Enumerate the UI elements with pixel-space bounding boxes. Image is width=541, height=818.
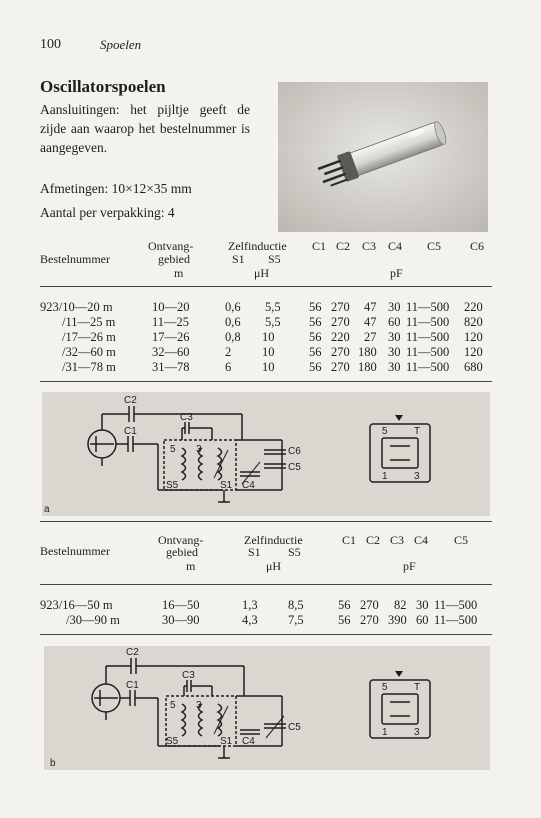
label-c6: C6	[288, 446, 301, 457]
t1-cell-order: /31—78 m	[62, 360, 116, 374]
t1-cell-c1: 56	[309, 330, 322, 344]
t1-cell-c4: 30	[388, 300, 401, 314]
t1-cell-band: 11—25	[152, 315, 190, 329]
t1-header-s5: S5	[268, 252, 281, 266]
page-number: 100	[40, 37, 61, 52]
t2-cell-c1: 56	[338, 613, 351, 627]
section-title: Oscillatorspoelen	[40, 77, 166, 96]
pin-label-5: 5	[382, 426, 388, 437]
schematic-b	[44, 646, 490, 770]
t1-cell-s5: 10	[262, 345, 275, 359]
t1-header-c6: C6	[470, 239, 485, 253]
t1-header-order: Bestelnummer	[40, 252, 110, 266]
t1-cell-c6: 120	[464, 345, 483, 359]
t1-cell-c1: 56	[309, 315, 322, 329]
label-c4: C4	[242, 736, 255, 747]
t1-cell-c2: 270	[331, 360, 350, 374]
t2-top-rule	[40, 521, 492, 522]
t1-cell-order: /11—25 m	[62, 315, 116, 329]
t2-header-order: Bestelnummer	[40, 544, 110, 558]
pin-label-5: 5	[382, 682, 388, 693]
t1-cell-c5: 11—500	[406, 300, 450, 314]
t1-cell-c1: 56	[309, 300, 322, 314]
t1-cell-c4: 60	[388, 315, 401, 329]
t1-header-unit-uh: μH	[254, 266, 270, 280]
pin-label-1: 1	[382, 727, 388, 738]
t1-cell-c4: 30	[388, 345, 401, 359]
t2-header-unit-pf: pF	[403, 559, 416, 573]
t1-cell-s1: 6	[225, 360, 232, 374]
orientation-arrow-icon	[395, 415, 403, 421]
t2-header-unit-m: m	[186, 559, 196, 573]
t1-header-unit-m: m	[174, 266, 184, 280]
pin-label-1: 1	[382, 471, 388, 482]
t1-header-c3: C3	[362, 239, 377, 253]
t1-cell-s1: 0,6	[225, 315, 241, 329]
t1-cell-s1: 2	[225, 345, 232, 359]
t1-cell-c4: 30	[388, 330, 401, 344]
t2-cell-band: 16—50	[162, 598, 200, 612]
t1-header-c4: C4	[388, 239, 403, 253]
t2-header-unit-uh: μH	[266, 559, 282, 573]
t2-cell-s1: 1,3	[242, 598, 258, 612]
t2-cell-s1: 4,3	[242, 613, 258, 627]
intro-text: Aansluitingen: het pijltje geeft de zijde aan waarop het bestelnummer is aangegeven.	[40, 102, 250, 155]
t1-cell-c3: 47	[364, 300, 377, 314]
t2-cell-s5: 8,5	[288, 598, 304, 612]
t1-cell-c6: 820	[464, 315, 483, 329]
t2-header-band-1: Ontvang-	[158, 533, 204, 547]
figure-marker-b: b	[50, 758, 56, 769]
label-pin-5: 5	[170, 444, 176, 455]
coil-photo	[278, 82, 488, 232]
t1-cell-c2: 270	[331, 345, 350, 359]
t2-cell-band: 30—90	[162, 613, 200, 627]
t2-cell-c4: 30	[416, 598, 429, 612]
t1-cell-c2: 270	[331, 300, 350, 314]
t2-header-c3: C3	[390, 533, 405, 547]
t2-header-inductance: Zelfinductie	[244, 533, 303, 547]
schematic-a	[42, 392, 490, 516]
dimensions-text: Afmetingen: 10×12×35 mm	[40, 181, 192, 196]
t2-cell-s5: 7,5	[288, 613, 304, 627]
t1-cell-c5: 11—500	[406, 330, 450, 344]
t1-bottom-rule	[40, 381, 492, 382]
label-s5: S5	[166, 480, 179, 491]
label-c2: C2	[126, 647, 139, 658]
t1-cell-band: 32—60	[152, 345, 190, 359]
t1-header-c2: C2	[336, 239, 351, 253]
t2-cell-c3: 82	[394, 598, 407, 612]
pin-label-3: 3	[414, 471, 420, 482]
t1-header-c1: C1	[312, 239, 327, 253]
label-c5: C5	[288, 722, 301, 733]
t2-cell-c1: 56	[338, 598, 351, 612]
t1-cell-band: 10—20	[152, 300, 190, 314]
t1-header-band-2: gebied	[158, 252, 190, 266]
label-c1: C1	[126, 680, 139, 691]
t2-header-rule	[40, 584, 492, 585]
t2-bottom-rule	[40, 634, 492, 635]
label-s1: S1	[220, 480, 233, 491]
t1-cell-band: 17—26	[152, 330, 190, 344]
t1-cell-s5: 10	[262, 330, 275, 344]
t1-cell-c3: 180	[358, 360, 377, 374]
pack-quantity-text: Aantal per verpakking: 4	[40, 205, 175, 220]
label-s1: S1	[220, 736, 233, 747]
t1-cell-s5: 5,5	[265, 300, 281, 314]
t2-cell-c2: 270	[360, 613, 379, 627]
pin-label-t: T	[414, 426, 421, 437]
t1-cell-band: 31—78	[152, 360, 190, 374]
t1-header-rule	[40, 286, 492, 287]
t1-cell-c5: 11—500	[406, 360, 450, 374]
label-c4: C4	[242, 480, 255, 491]
intro-paragraph	[40, 100, 250, 157]
t2-header-c2: C2	[366, 533, 381, 547]
pin-label-t: T	[414, 682, 421, 693]
orientation-arrow-icon	[395, 671, 403, 677]
t1-header-c5: C5	[427, 239, 442, 253]
t1-cell-c6: 120	[464, 330, 483, 344]
pin-label-3: 3	[414, 727, 420, 738]
t1-header-inductance: Zelfinductie	[228, 239, 287, 253]
t1-cell-c1: 56	[309, 345, 322, 359]
t1-cell-c6: 680	[464, 360, 483, 374]
t2-header-c1: C1	[342, 533, 357, 547]
label-pin-3: 3	[196, 700, 202, 711]
t1-cell-c3: 47	[364, 315, 377, 329]
t1-cell-c1: 56	[309, 360, 322, 374]
t2-cell-c4: 60	[416, 613, 429, 627]
t1-cell-order: /17—26 m	[62, 330, 116, 344]
label-c2: C2	[124, 395, 137, 406]
t2-cell-order: /30—90 m	[66, 613, 120, 627]
t2-cell-c3: 390	[388, 613, 407, 627]
t2-cell-order: 923/16—50 m	[40, 598, 113, 612]
t2-cell-c5: 11—500	[434, 613, 478, 627]
t1-cell-c3: 27	[364, 330, 377, 344]
label-c1: C1	[124, 426, 137, 437]
label-c3: C3	[180, 412, 193, 423]
t1-cell-s1: 0,6	[225, 300, 241, 314]
figure-marker-a: a	[44, 504, 50, 515]
label-c3: C3	[182, 670, 195, 681]
t2-header-s5: S5	[288, 545, 301, 559]
t2-header-s1: S1	[248, 545, 261, 559]
t1-cell-c5: 11—500	[406, 345, 450, 359]
label-pin-3: 3	[196, 444, 202, 455]
t1-cell-c3: 180	[358, 345, 377, 359]
label-pin-5: 5	[170, 700, 176, 711]
t1-cell-c2: 270	[331, 315, 350, 329]
t2-header-c5: C5	[454, 533, 469, 547]
t1-cell-s5: 5,5	[265, 315, 281, 329]
t1-header-unit-pf: pF	[390, 266, 403, 280]
label-c5: C5	[288, 462, 301, 473]
running-title: Spoelen	[100, 37, 142, 52]
t1-cell-c5: 11—500	[406, 315, 450, 329]
t1-cell-s1: 0,8	[225, 330, 241, 344]
t2-header-c4: C4	[414, 533, 429, 547]
t1-cell-c4: 30	[388, 360, 401, 374]
t2-cell-c5: 11—500	[434, 598, 478, 612]
t2-header-band-2: gebied	[166, 545, 198, 559]
t1-header-s1: S1	[232, 252, 245, 266]
t1-cell-order: /32—60 m	[62, 345, 116, 359]
t1-header-band-1: Ontvang-	[148, 239, 194, 253]
t1-cell-c2: 220	[331, 330, 350, 344]
t1-cell-c6: 220	[464, 300, 483, 314]
label-s5: S5	[166, 736, 179, 747]
t1-cell-order: 923/10—20 m	[40, 300, 113, 314]
t1-cell-s5: 10	[262, 360, 275, 374]
t2-cell-c2: 270	[360, 598, 379, 612]
